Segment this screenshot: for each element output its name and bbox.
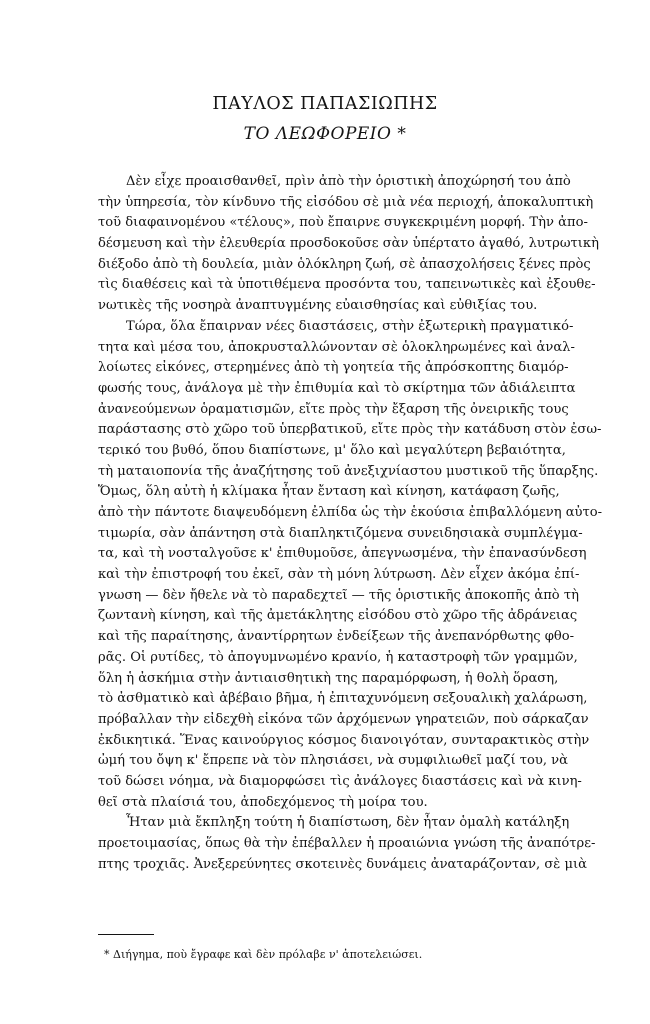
text-line: ἐκδικητικά. Ἕνας καινούργιος κόσμος διανοιγόταν, συνταρακτικὸς στὴν bbox=[98, 732, 590, 748]
text-line: τοῦ δώσει νόημα, νὰ διαμορφώσει τὶς ἀνάλογες διαστάσεις καὶ νὰ κινη- bbox=[98, 773, 582, 789]
text-line: Δὲν εἶχε προαισθανθεῖ, πρὶν ἀπὸ τὴν ὁριστικὴ ἀποχώρησή του ἀπὸ bbox=[126, 174, 571, 189]
text-line: τητα καὶ μέσα του, ἀποκρυσταλλώνονταν σὲ ὁλοκληρωμένες καὶ ἀναλ- bbox=[98, 339, 575, 355]
text-line: καὶ τὴν ἐπιστροφή του ἐκεῖ, σὰν τὴ μόνη λύτρωση. Δὲν εἶχεν ἀκόμα ἐπί- bbox=[98, 567, 580, 583]
text-line: τὶς διαθέσεις καὶ τὰ ὑποτιθέμενα προσόντα του, ταπεινωτικὲς καὶ ἐξουθε- bbox=[98, 277, 596, 293]
text-line: δέσμευση καὶ τὴν ἐλευθερία προσδοκοῦσε σὰν ὑπέρτατο ἀγαθό, λυτρωτικὴ bbox=[98, 236, 599, 252]
text-line: πρόβαλλαν τὴν εἰδεχθὴ εἰκόνα τῶν ἀρχόμενων γηρατειῶν, ποὺ σάρκαζαν bbox=[98, 711, 589, 727]
story-title: ΤΟ ΛΕΩΦΟΡΕΙΟ * bbox=[243, 124, 407, 144]
story-body bbox=[98, 172, 603, 875]
text-line: τὸ ἀσθματικὸ καὶ ἀβέβαιο βῆμα, ἡ ἐπιταχυνόμενη σεξουαλικὴ χαλάρωση, bbox=[98, 691, 588, 707]
text-line: ζωντανὴ κίνηση, καὶ τῆς ἀμετάκλητης εἰσόδου στὸ χῶρο τῆς ἀδράνειας bbox=[98, 608, 578, 624]
paragraph-2 bbox=[98, 317, 603, 814]
text-line: πτης τροχιᾶς. Ἀνεξερεύνητες σκοτεινὲς δυνάμεις ἀναταράζονταν, σὲ μιὰ bbox=[98, 856, 587, 872]
text-line: ἀνανεούμενων ὁραματισμῶν, εἴτε πρὸς τὴν ἔξαρση τῆς ὀνειρικῆς τους bbox=[98, 401, 569, 417]
text-line: Ὅμως, ὅλη αὐτὴ ἡ κλίμακα ἦταν ἔνταση καὶ κίνηση, κατάφαση ζωῆς, bbox=[98, 484, 560, 500]
text-line: λοίωτες εἰκόνες, στερημένες ἀπὸ τὴ γοητεία τῆς ἀπρόσκοπτης διαμόρ- bbox=[98, 360, 569, 376]
author-name: ΠΑΥΛΟΣ ΠΑΠΑΣΙΩΠΗΣ bbox=[212, 94, 438, 114]
paragraph-3 bbox=[98, 813, 596, 875]
text-line: νωτικὲς τῆς νοσηρὰ ἀναπτυγμένης εὐαισθησίας καὶ εὐθιξίας του. bbox=[98, 298, 538, 314]
footnote-divider bbox=[98, 934, 154, 935]
text-line: τιμωρία, σὰν ἀπάντηση στὰ διαπληκτιζόμενα συνειδησιακὰ συμπλέγμα- bbox=[98, 525, 583, 541]
text-line: ἀπὸ τὴν πάντοτε διαψευδόμενη ἐλπίδα ὡς τὴν ἑκούσια ἐπιβαλλόμενη αὐτο- bbox=[98, 505, 603, 520]
footnote: * Διήγημα, ποὺ ἔγραφε καὶ δὲν πρόλαβε ν' ἀποτελειώσει. bbox=[104, 948, 423, 961]
text-line: ὅλη ἡ ἀσκήμια στὴν ἀντιαισθητικὴ της παραμόρφωση, ἡ θολὴ ὅραση, bbox=[98, 670, 559, 686]
text-line: γνωση — δὲν ἤθελε νὰ τὸ παραδεχτεῖ — τῆς ὁριστικῆς ἀποκοπῆς ἀπὸ τὴ bbox=[98, 587, 579, 603]
text-line: θεῖ στὰ πλαίσιά του, ἀποδεχόμενος τὴ μοίρα του. bbox=[98, 794, 428, 810]
text-line: καὶ τῆς παραίτησης, ἀναντίρρητων ἐνδείξεων τῆς ἀνεπανόρθωτης φθο- bbox=[98, 629, 575, 645]
text-line: φωσής τους, ἀνάλογα μὲ τὴν ἐπιθυμία καὶ τὸ σκίρτημα τῶν ἀδιάλειπτα bbox=[98, 380, 576, 396]
text-line: ρᾶς. Οἱ ρυτίδες, τὸ ἀπογυμνωμένο κρανίο, ἡ καταστροφὴ τῶν γραμμῶν, bbox=[98, 649, 578, 665]
paragraph-1 bbox=[98, 172, 599, 317]
text-line: τερικό του βυθό, ὅπου διαπίστωνε, μ' ὅλο καὶ μεγαλύτερη βεβαιότητα, bbox=[98, 442, 566, 458]
text-line: παράστασης στὸ χῶρο τοῦ ὑπερβατικοῦ, εἴτε πρὸς τὴν κατάδυση στὸν ἐσω- bbox=[98, 422, 602, 438]
text-line: ὠμή του ὄψη κ' ἔπρεπε νὰ τὸν πλησιάσει, νὰ συμφιλιωθεῖ μαζί του, νὰ bbox=[98, 753, 568, 769]
text-line: προετοιμασίας, ὅπως θὰ τὴν ἐπέβαλλεν ἡ προαιώνια γνώση τῆς ἀναπότρε- bbox=[98, 836, 596, 851]
text-line: τὴ ματαιοπονία τῆς ἀναζήτησης τοῦ ἀνεξιχνίαστου μυστικοῦ τῆς ὕπαρξης. bbox=[98, 463, 599, 479]
text-line: διέξοδο ἀπὸ τὴ δουλεία, μιὰν ὁλόκληρη ζωή, σὲ ἀπασχολήσεις ξένες πρὸς bbox=[98, 256, 591, 272]
text-line: τοῦ διαφαινομένου «τέλους», ποὺ ἔπαιρνε συγκεκριμένη μορφή. Τὴν ἀπο- bbox=[98, 215, 588, 231]
text-line: Τώρα, ὅλα ἔπαιρναν νέες διαστάσεις, στὴν ἐξωτερικὴ πραγματικό- bbox=[126, 318, 574, 334]
text-line: τὴν ὑπηρεσία, τὸν κίνδυνο τῆς εἰσόδου σὲ μιὰ νέα περιοχή, ἀποκαλυπτικὴ bbox=[98, 194, 594, 210]
text-line: τα, καὶ τὴ νοσταλγοῦσε κ' ἐπιθυμοῦσε, ἀπεγνωσμένα, τὴν ἐπανασύνδεση bbox=[98, 546, 587, 562]
text-line: Ἦταν μιὰ ἔκπληξη τούτη ἡ διαπίστωση, δὲν ἦταν ὁμαλὴ κατάληξη bbox=[126, 815, 570, 831]
